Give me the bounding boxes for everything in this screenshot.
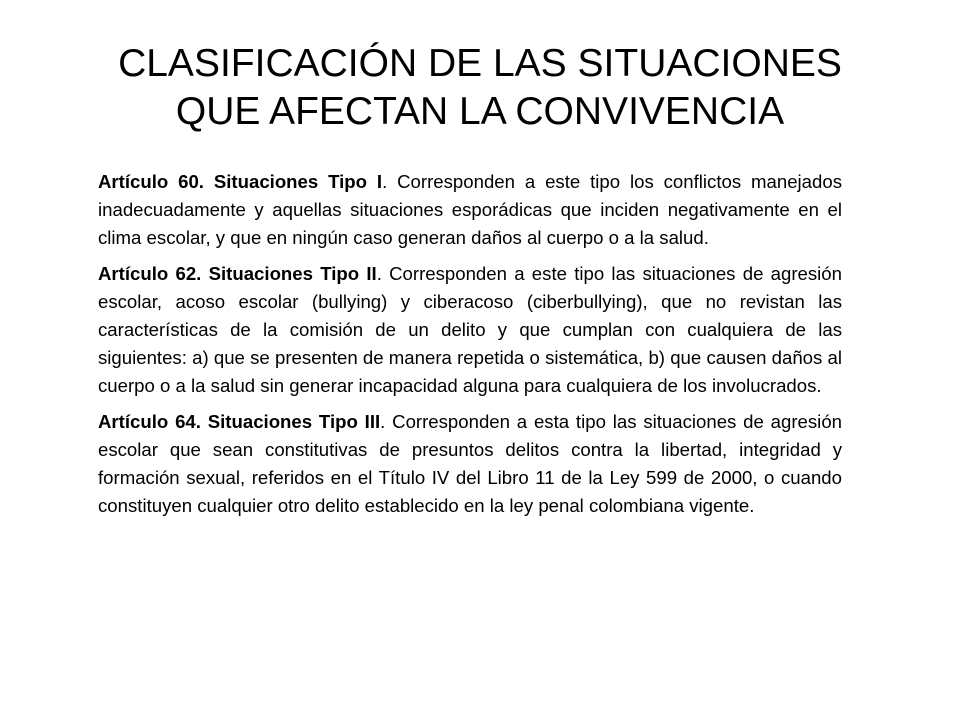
article-64-text: . Corresponden a esta tipo las situaciones de agresión escolar que sean constitutivas de presuntos delitos contra la libertad, integridad y formación sexual, referidos en el Título IV del Libro 11 de la Ley 599 de 2000, o cuando constituyen cualquier otro delito establecido en la ley penal colombiana vigente. — [98, 411, 842, 516]
article-60-text: . Corresponden a este tipo los conflictos manejados inadecuadamente y aquellas situaciones esporádicas que inciden negativamente en el clima escolar, y que en ningún caso generan daños al cuerpo o a la salud. — [98, 171, 842, 248]
article-64-paragraph — [98, 408, 842, 520]
slide-title — [60, 40, 900, 136]
title-line-2: QUE AFECTAN LA CONVIVENCIA — [175, 90, 785, 133]
article-62-paragraph — [98, 260, 842, 400]
article-60-paragraph — [98, 168, 842, 252]
title-line-1: CLASIFICACIÓN DE LAS SITUACIONES — [118, 42, 842, 85]
article-62-heading: Artículo 62. Situaciones Tipo II — [98, 263, 377, 284]
article-62-text: . Corresponden a este tipo las situaciones de agresión escolar, acoso escolar (bullying) y ciberacoso (ciberbullying), que no revistan las características de la comisión de un delito y que cumplan con cualquiera de las siguientes: a) que se presenten de manera repetida o sistemática, b) que causen daños al cuerpo o a la salud sin generar incapacidad alguna para cualquiera de los involucrados. — [98, 263, 842, 396]
article-60-heading: Artículo 60. Situaciones Tipo I — [98, 171, 383, 192]
slide-body — [98, 168, 842, 528]
article-64-heading: Artículo 64. Situaciones Tipo III — [98, 411, 381, 432]
